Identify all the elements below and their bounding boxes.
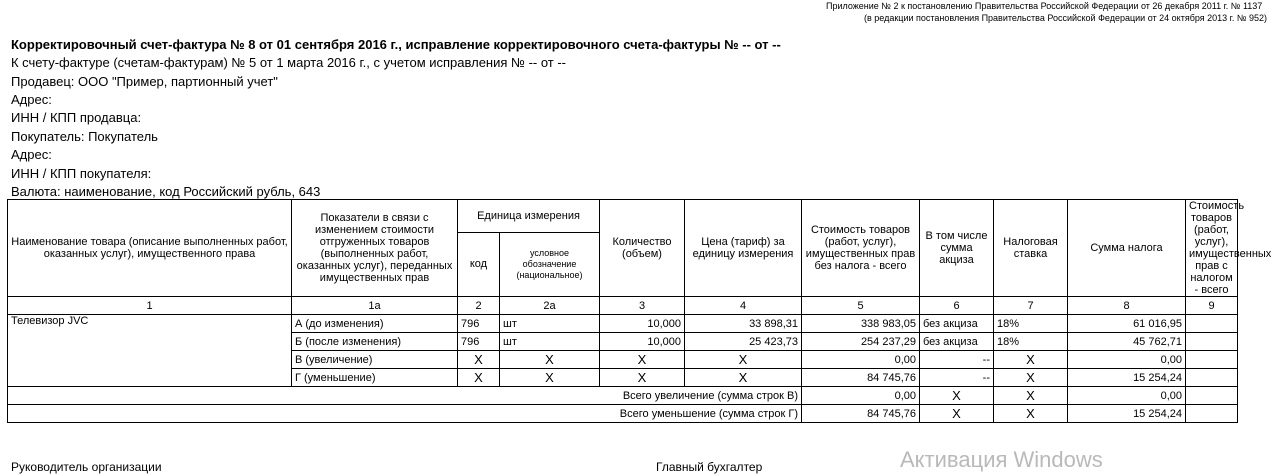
table-row bbox=[8, 315, 1238, 333]
seller-inn: ИНН / КПП продавца: bbox=[11, 110, 142, 125]
activation-watermark: Активация Windows bbox=[900, 447, 1103, 472]
header-tax-rate: Налоговая ставка bbox=[994, 200, 1068, 297]
total-row-increase bbox=[8, 387, 1238, 405]
unit-code: X bbox=[458, 351, 500, 369]
header-unit-code: код bbox=[458, 232, 500, 296]
unit-code: 796 bbox=[458, 315, 500, 333]
row-label: А (до изменения) bbox=[292, 315, 458, 333]
document-title: Корректировочный счет-фактура № 8 от 01 сентября 2016 г., исправление корректировочного счета-фактуры № -- от -- bbox=[11, 37, 781, 52]
buyer-address: Адрес: bbox=[11, 147, 52, 162]
col-number: 5 bbox=[802, 297, 920, 315]
unit-code: 796 bbox=[458, 333, 500, 351]
total-cost-with-tax bbox=[1186, 387, 1238, 405]
signature-accountant: Главный бухгалтер bbox=[656, 460, 763, 474]
price: X bbox=[685, 369, 802, 387]
tax-sum: 61 016,95 bbox=[1068, 315, 1186, 333]
quantity: X bbox=[600, 369, 685, 387]
header-cost-with-tax: Стоимость товаров (работ, услуг), имущественных прав с налогом - всего bbox=[1186, 200, 1238, 297]
total-cost: 84 745,76 bbox=[802, 405, 920, 423]
total-label: Всего уменьшение (сумма строк Г) bbox=[8, 405, 802, 423]
regulation-edition-note: (в редакции постановления Правительства Российской Федерации от 24 октября 2013 г. № 952) bbox=[864, 13, 1268, 23]
tax-rate: X bbox=[994, 351, 1068, 369]
buyer: Покупатель: Покупатель bbox=[11, 129, 158, 144]
excise: без акциза bbox=[920, 315, 994, 333]
excise: -- bbox=[920, 369, 994, 387]
tax-rate: 18% bbox=[994, 333, 1068, 351]
header-indicators: Показатели в связи с изменением стоимости отгруженных товаров (выполненных работ, оказанных услуг), переданных имущественных прав bbox=[292, 200, 458, 297]
row-label: В (увеличение) bbox=[292, 351, 458, 369]
reference-invoice: К счету-фактуре (счетам-фактурам) № 5 от 1 марта 2016 г., с учетом исправления № -- от -- bbox=[11, 55, 567, 70]
seller: Продавец: ООО "Пример, партионный учет" bbox=[11, 74, 278, 89]
cost-with-tax bbox=[1186, 315, 1238, 333]
col-number: 8 bbox=[1068, 297, 1186, 315]
col-number: 6 bbox=[920, 297, 994, 315]
total-excise: X bbox=[920, 387, 994, 405]
header-unit: Единица измерения bbox=[458, 200, 600, 233]
quantity: X bbox=[600, 351, 685, 369]
tax-rate: 18% bbox=[994, 315, 1068, 333]
total-tax-rate: X bbox=[994, 405, 1068, 423]
header-name: Наименование товара (описание выполненных работ, оказанных услуг), имущественного права bbox=[8, 200, 292, 297]
cost: 84 745,76 bbox=[802, 369, 920, 387]
invoice-table bbox=[7, 199, 1271, 423]
unit-name: шт bbox=[500, 315, 600, 333]
cost: 338 983,05 bbox=[802, 315, 920, 333]
buyer-inn: ИНН / КПП покупателя: bbox=[11, 166, 152, 181]
header-unit-name: условное обозначение (национальное) bbox=[500, 232, 600, 296]
signature-head: Руководитель организации bbox=[11, 460, 162, 474]
tax-sum: 15 254,24 bbox=[1068, 369, 1186, 387]
total-row-decrease bbox=[8, 405, 1238, 423]
col-number: 9 bbox=[1186, 297, 1238, 315]
quantity: 10,000 bbox=[600, 315, 685, 333]
header-excise: В том числе сумма акциза bbox=[920, 200, 994, 297]
col-number: 7 bbox=[994, 297, 1068, 315]
cost: 0,00 bbox=[802, 351, 920, 369]
col-number: 4 bbox=[685, 297, 802, 315]
currency: Валюта: наименование, код Российский рубль, 643 bbox=[11, 184, 321, 199]
row-label: Г (уменьшение) bbox=[292, 369, 458, 387]
col-number: 3 bbox=[600, 297, 685, 315]
price: X bbox=[685, 351, 802, 369]
total-cost-with-tax bbox=[1186, 405, 1238, 423]
header-cost: Стоимость товаров (работ, услуг), имущественных прав без налога - всего bbox=[802, 200, 920, 297]
total-cost: 0,00 bbox=[802, 387, 920, 405]
cost: 254 237,29 bbox=[802, 333, 920, 351]
regulation-note: Приложение № 2 к постановлению Правительства Российской Федерации от 26 декабря 2011 г. № 1137 bbox=[826, 1, 1263, 11]
cost-with-tax bbox=[1186, 333, 1238, 351]
tax-rate: X bbox=[994, 369, 1068, 387]
unit-name: X bbox=[500, 351, 600, 369]
cost-with-tax bbox=[1186, 369, 1238, 387]
unit-code: X bbox=[458, 369, 500, 387]
unit-name: шт bbox=[500, 333, 600, 351]
excise: без акциза bbox=[920, 333, 994, 351]
total-tax: 0,00 bbox=[1068, 387, 1186, 405]
row-label: Б (после изменения) bbox=[292, 333, 458, 351]
total-tax: 15 254,24 bbox=[1068, 405, 1186, 423]
total-excise: X bbox=[920, 405, 994, 423]
total-tax-rate: X bbox=[994, 387, 1068, 405]
col-number: 1а bbox=[292, 297, 458, 315]
tax-sum: 0,00 bbox=[1068, 351, 1186, 369]
price: 25 423,73 bbox=[685, 333, 802, 351]
tax-sum: 45 762,71 bbox=[1068, 333, 1186, 351]
price: 33 898,31 bbox=[685, 315, 802, 333]
unit-name: X bbox=[500, 369, 600, 387]
total-label: Всего увеличение (сумма строк В) bbox=[8, 387, 802, 405]
header-price: Цена (тариф) за единицу измерения bbox=[685, 200, 802, 297]
col-number: 2а bbox=[500, 297, 600, 315]
column-numbers-row bbox=[8, 297, 1238, 315]
item-name: Телевизор JVC bbox=[8, 315, 292, 387]
excise: -- bbox=[920, 351, 994, 369]
quantity: 10,000 bbox=[600, 333, 685, 351]
cost-with-tax bbox=[1186, 351, 1238, 369]
col-number: 1 bbox=[8, 297, 292, 315]
col-number: 2 bbox=[458, 297, 500, 315]
header-qty: Количество (объем) bbox=[600, 200, 685, 297]
header-tax-sum: Сумма налога bbox=[1068, 200, 1186, 297]
seller-address: Адрес: bbox=[11, 92, 52, 107]
